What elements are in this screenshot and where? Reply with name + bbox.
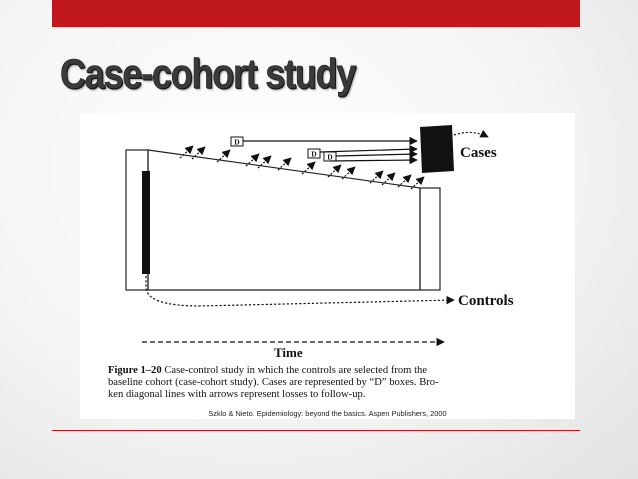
baseline-sample-bar <box>142 171 150 274</box>
cases-block <box>420 125 454 173</box>
figure-panel <box>80 113 575 419</box>
cases-dotted-arrow <box>454 132 488 137</box>
time-label: Time <box>274 345 303 360</box>
figure-citation: Szklo & Nieto. Epidemiology: beyond the basics. Aspen Publishers, 2000 <box>208 409 447 418</box>
cohort-right-strip <box>420 188 440 290</box>
svg-text:D: D <box>311 149 317 159</box>
case-d-box <box>231 137 243 147</box>
case-arrow <box>330 160 417 161</box>
top-accent-bar <box>52 0 580 27</box>
case-arrow <box>320 149 417 152</box>
cases-label: Cases <box>460 145 497 161</box>
controls-label: Controls <box>458 293 514 309</box>
svg-text:D: D <box>327 152 333 162</box>
caption-line-2: baseline cohort (case-cohort study). Cases are represented by “D” boxes. Bro- <box>108 377 439 388</box>
figure-caption <box>108 365 553 401</box>
cohort-body <box>148 150 420 290</box>
caption-line-1: Case-control study in which the controls are selected from the <box>164 365 428 376</box>
case-d-box <box>324 152 336 162</box>
bottom-accent-rule <box>52 430 580 431</box>
svg-text:D: D <box>234 137 240 147</box>
controls-dotted-arrow <box>146 276 454 306</box>
caption-line-3: ken diagonal lines with arrows represent losses to follow-up. <box>108 389 366 400</box>
case-arrow <box>336 154 417 156</box>
losses-to-follow-up <box>180 146 424 189</box>
caption-figure-label: Figure 1–20 <box>108 365 162 376</box>
slide-title: Case-cohort study <box>60 50 356 97</box>
case-d-box <box>308 149 320 159</box>
